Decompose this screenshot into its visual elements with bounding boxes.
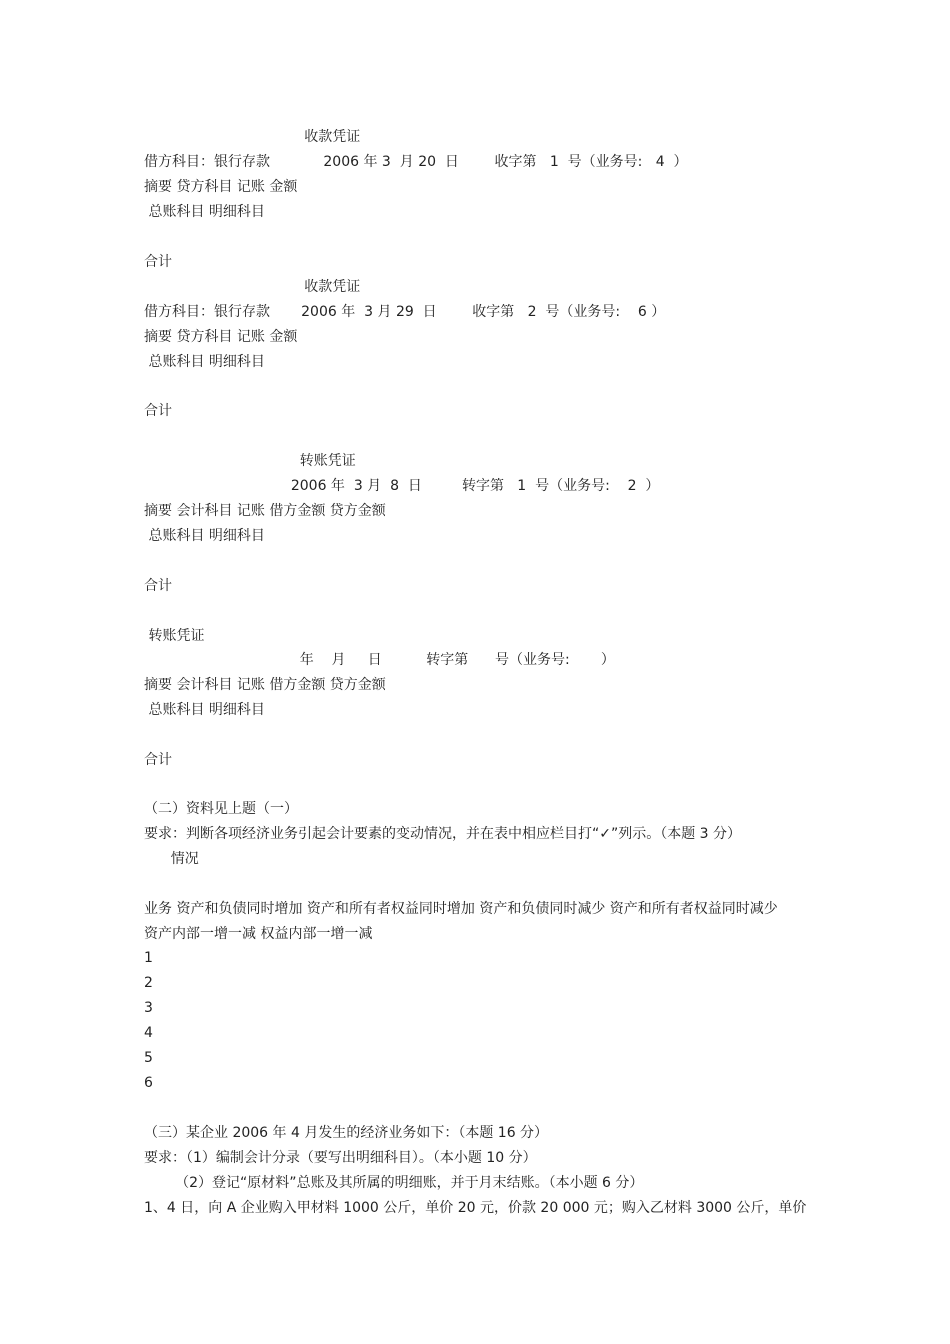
- voucher-total: 合计: [144, 403, 172, 419]
- voucher-columns: 摘要 贷方科目 记账 金额: [144, 329, 298, 345]
- table-row: 6: [144, 1075, 153, 1091]
- voucher-title: 转账凭证: [144, 453, 356, 469]
- table-header-row: 资产内部一增一减 权益内部一增一减: [144, 926, 373, 942]
- table-row: 2: [144, 975, 153, 991]
- requirement-text: （2）登记“原材料”总账及其所属的明细账，并于月末结账。（本小题 6 分）: [144, 1175, 644, 1191]
- voucher-columns: 摘要 会计科目 记账 借方金额 贷方金额: [144, 677, 386, 693]
- voucher-total: 合计: [144, 752, 172, 768]
- voucher-header: 2006 年 3 月 8 日 转字第 1 号（业务号: 2 ）: [144, 478, 660, 494]
- voucher-title: 转账凭证: [144, 628, 205, 644]
- voucher-subcolumns: 总账科目 明细科目: [144, 204, 265, 220]
- table-row: 5: [144, 1050, 153, 1066]
- voucher-subcolumns: 总账科目 明细科目: [144, 354, 265, 370]
- business-item: 1、4 日，向 A 企业购入甲材料 1000 公斤，单价 20 元，价款 20 000 元；购入乙材料 3000 公斤，单价: [144, 1200, 807, 1216]
- table-header-row: 业务 资产和负债同时增加 资产和所有者权益同时增加 资产和负债同时减少 资产和所有者权益同时减少: [144, 901, 778, 917]
- voucher-header: 借方科目：银行存款 2006 年 3 月 29 日 收字第 2 号（业务号: 6 ）: [144, 304, 666, 320]
- voucher-subcolumns: 总账科目 明细科目: [144, 702, 265, 718]
- section-heading: （三）某企业 2006 年 4 月发生的经济业务如下：（本题 16 分）: [144, 1125, 549, 1141]
- requirement-text: 要求：判断各项经济业务引起会计要素的变动情况，并在表中相应栏目打“✓”列示。（本题 3 分）: [144, 826, 742, 842]
- voucher-title: 收款凭证: [144, 279, 361, 295]
- voucher-header: 年 月 日 转字第 号（业务号: ）: [144, 652, 615, 668]
- voucher-columns: 摘要 会计科目 记账 借方金额 贷方金额: [144, 503, 386, 519]
- table-row: 1: [144, 950, 153, 966]
- table-header-situation: 情况: [144, 851, 199, 867]
- table-row: 3: [144, 1000, 153, 1016]
- requirement-text: 要求：（1）编制会计分录（要写出明细科目）。（本小题 10 分）: [144, 1150, 537, 1166]
- voucher-columns: 摘要 贷方科目 记账 金额: [144, 179, 298, 195]
- voucher-header: 借方科目：银行存款 2006 年 3 月 20 日 收字第 1 号（业务号: 4 ）: [144, 154, 688, 170]
- table-row: 4: [144, 1025, 153, 1041]
- voucher-subcolumns: 总账科目 明细科目: [144, 528, 265, 544]
- voucher-total: 合计: [144, 578, 172, 594]
- voucher-title: 收款凭证: [144, 129, 361, 145]
- section-heading: （二）资料见上题（一）: [144, 801, 298, 817]
- voucher-total: 合计: [144, 254, 172, 270]
